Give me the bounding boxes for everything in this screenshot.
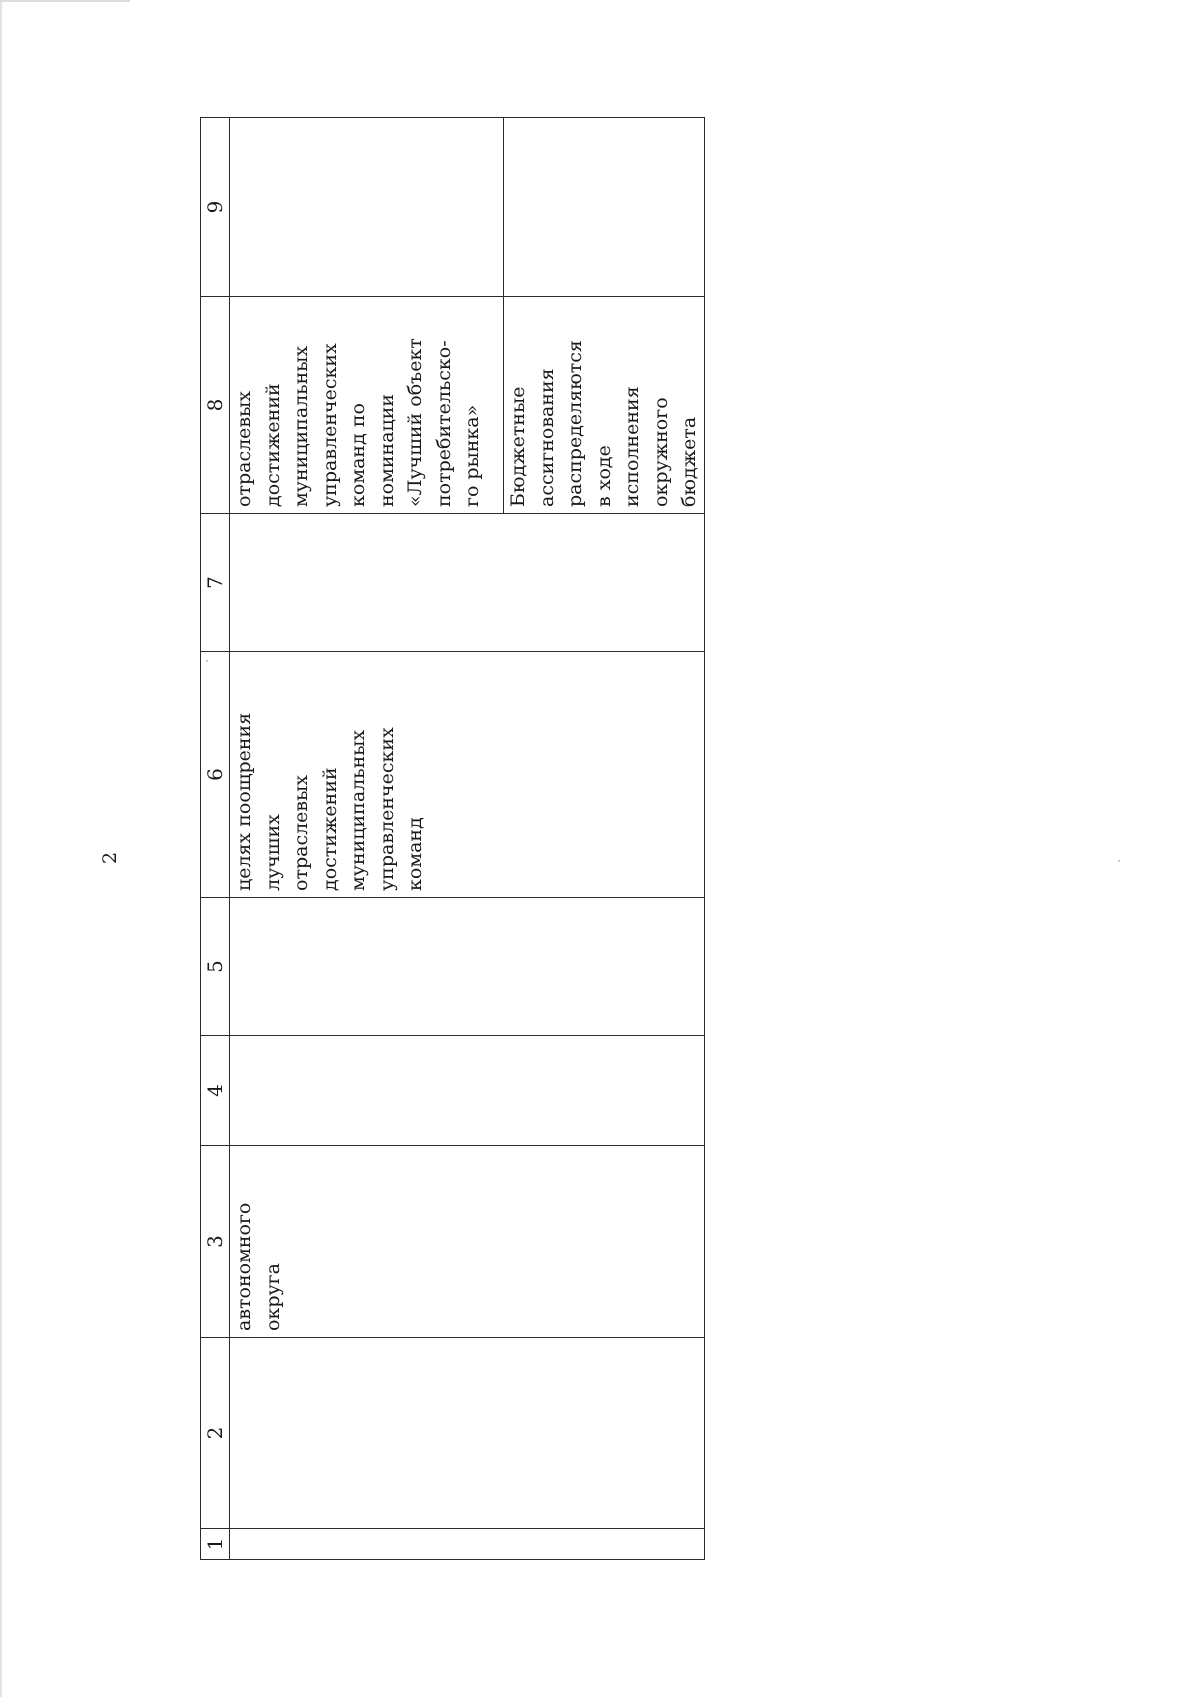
cell-text-region: автономного округа	[233, 1202, 284, 1331]
scan-edge-top	[0, 0, 130, 2]
scan-edge	[0, 0, 3, 1697]
document-table-wrapper	[200, 118, 700, 1560]
column-header: 9	[201, 118, 230, 297]
column-header: 4	[201, 1036, 230, 1146]
table-cell-split	[230, 118, 705, 297]
table-cell	[230, 1146, 705, 1338]
document-table-rotated	[200, 118, 700, 1560]
column-header: 5	[201, 898, 230, 1036]
table-cell-split	[230, 297, 705, 514]
column-header: 8	[201, 297, 230, 514]
document-table	[200, 117, 705, 1560]
table-cell	[230, 514, 705, 652]
column-header: 3	[201, 1146, 230, 1338]
cell-text-budget: Бюджетные ассигнования распределяются в ходе исполнения окружного бюджета	[507, 340, 700, 507]
column-header: 7	[201, 514, 230, 652]
page-number: 2	[99, 851, 121, 865]
table-cell	[230, 898, 705, 1036]
table-cell	[230, 1529, 705, 1560]
table-header-row	[201, 118, 230, 1560]
table-cell	[230, 652, 705, 898]
cell-text-nomination: отраслевых достижений муниципальных управленческих команд по номинации «Лучший объект потребительско- го рынка»	[230, 297, 504, 513]
column-header: 1	[201, 1529, 230, 1560]
table-row	[230, 118, 705, 1560]
column-header: 6	[201, 652, 230, 898]
table-cell	[230, 1338, 705, 1529]
column-header: 2	[201, 1338, 230, 1529]
table-cell	[230, 1036, 705, 1146]
cell-text-purpose: целях поощрения лучших отраслевых достижений муниципальных управленческих команд	[233, 712, 426, 891]
scan-speck	[1118, 860, 1120, 862]
